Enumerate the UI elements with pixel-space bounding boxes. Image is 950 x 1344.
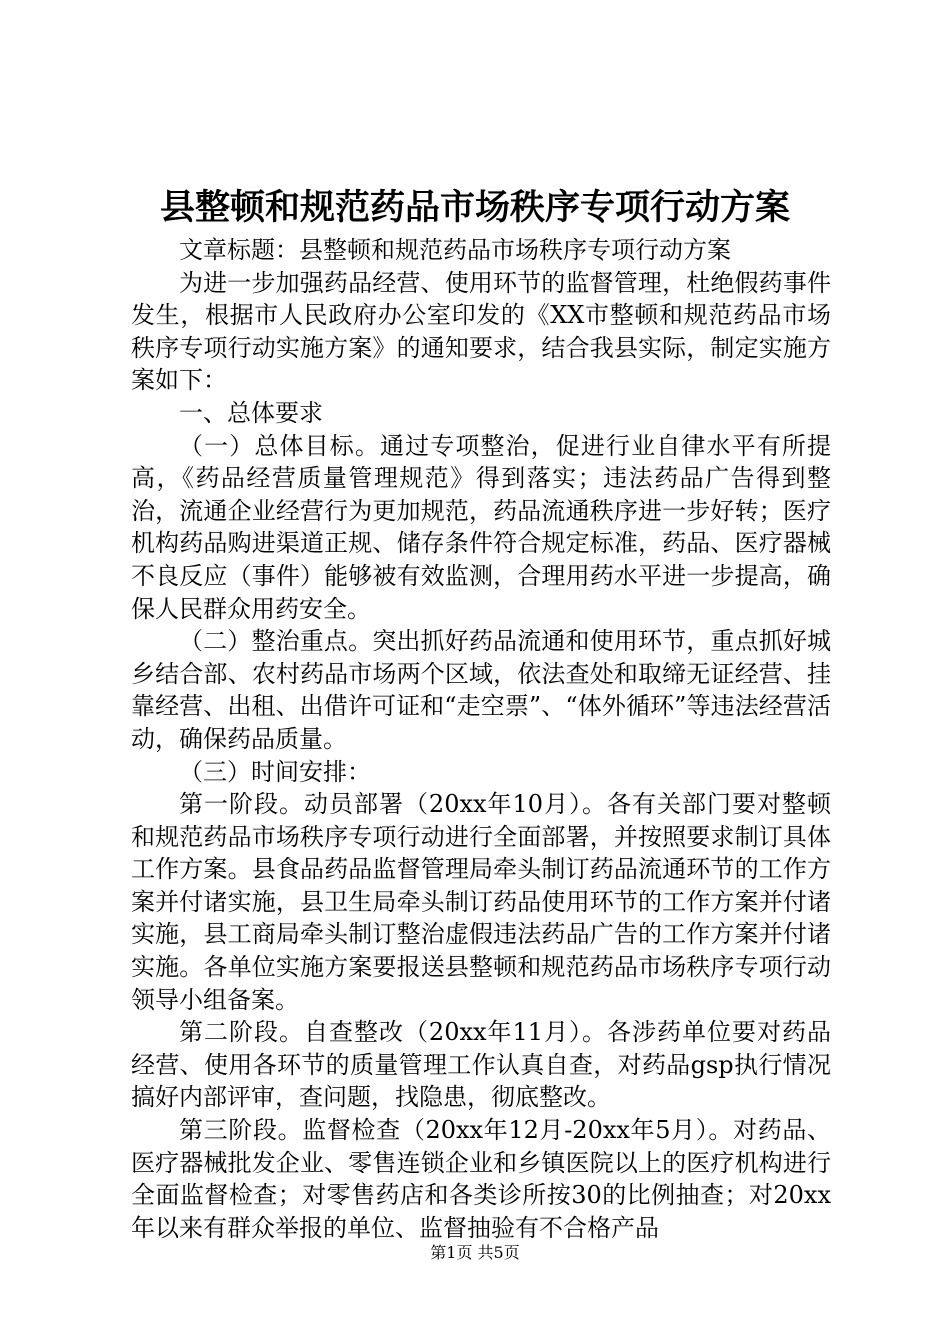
- paragraph-phase-three: 第三阶段。监督检查（20xx年12月-20xx年5月）。对药品、医疗器械批发企业、零售连锁企业和乡镇医院以上的医疗机构进行全面监督检查；对零售药店和各类诊所按30的比例抽查；对20xx年以来有群众举报的单位、监督抽验有不合格产品: [131, 1116, 831, 1242]
- article-title-line: 文章标题：县整顿和规范药品市场秩序专项行动方案: [179, 236, 731, 264]
- paragraph-phase-one: 第一阶段。动员部署（20xx年10月）。各有关部门要对整顿和规范药品市场秩序专项行动进行全面部署，并按照要求制订具体工作方案。县食品药品监督管理局牵头制订药品流通环节的工作方案并付诸实施，县卫生局牵头制订药品使用环节的工作方案并付诸实施，县工商局牵头制订整治虚假违法药品广告的工作方案并付诸实施。各单位实施方案要报送县整顿和规范药品市场秩序专项行动领导小组备案。: [131, 790, 831, 1014]
- paragraph-schedule-heading: （三）时间安排：: [179, 757, 371, 786]
- section-heading-general-requirements: 一、总体要求: [179, 398, 323, 427]
- paragraph-phase-two: 第二阶段。自查整改（20xx年11月）。各涉药单位要对药品经营、使用各环节的质量管理工作认真自查，对药品gsp执行情况搞好内部评审，查问题，找隐患，彻底整改。: [131, 1018, 831, 1112]
- page-footer: 第1页 共5页: [430, 1243, 520, 1262]
- document-title: 县整顿和规范药品市场秩序专项行动方案: [159, 187, 790, 228]
- paragraph-overall-goal: （一）总体目标。通过专项整治，促进行业自律水平有所提高，《药品经营质量管理规范》得到落实；违法药品广告得到整治，流通企业经营行为更加规范，药品流通秩序进一步好转；医疗机构药品购进渠道正规、储存条件符合规定标准，药品、医疗器械不良反应（事件）能够被有效监测，合理用药水平进一步提高，确保人民群众用药安全。: [131, 431, 831, 623]
- paragraph-key-points: （二）整治重点。突出抓好药品流通和使用环节，重点抓好城乡结合部、农村药品市场两个区域，依法查处和取缔无证经营、挂靠经营、出租、出借许可证和“走空票”、“体外循环”等违法经营活动，确保药品质量。: [131, 627, 831, 753]
- intro-paragraph: 为进一步加强药品经营、使用环节的监督管理，杜绝假药事件发生，根据市人民政府办公室印发的《XX市整顿和规范药品市场秩序专项行动实施方案》的通知要求，结合我县实际，制定实施方案如下：: [131, 268, 831, 395]
- document-body: [131, 234, 831, 1244]
